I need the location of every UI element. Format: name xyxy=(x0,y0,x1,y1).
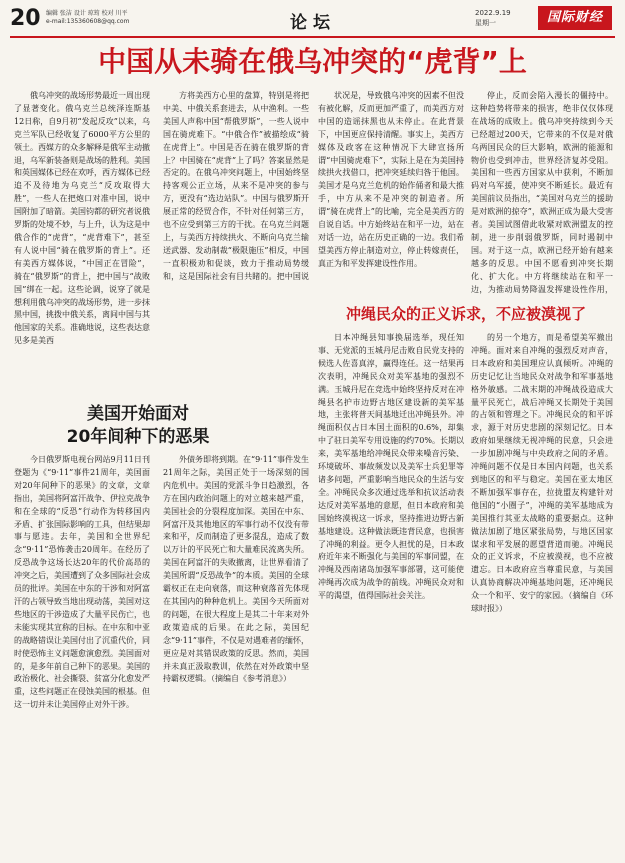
article1-column-2 xyxy=(163,90,309,284)
newspaper-logo: 国际财经 xyxy=(538,6,612,30)
editor-email: e-mail:135360608@qq.com xyxy=(46,18,130,25)
article2-headline xyxy=(18,403,258,449)
article1-text-2: 方将美西方心里的盘算，特别是将把中美、中俄关系套进去，从中渔利。一些美国人声称中国“帮俄罗斯”，一些人说中国在骑虎难下。“中俄合作”被描绘成“骑在虎背上”。中国是否在骑在俄罗斯的背上？中国骑在“虎背”上了吗？答案显然是否定的。在俄乌冲突问题上，中国始终坚持客观公正立场，从来不是冲突的参与方，更没有“选边站队”。中国与俄罗斯开展正常的经贸合作，不针对任何第三方，也不应受到第三方的干扰。在乌克兰问题上，与美西方持续拱火、不断向乌克兰输送武器、发动制裁“极限施压”相反，中国一直积极劝和促谈，致力于推动局势缓和，这是国际社会有目共睹的。把中国说 xyxy=(163,91,309,281)
editor-names: 编辑 张洁 设计 琼筠 校对 川平 xyxy=(46,10,128,17)
section-title: 论坛 xyxy=(290,13,336,33)
issue-weekday: 星期一 xyxy=(475,19,496,27)
article3-text-1: 日本冲绳县知事换届选举，现任知事、无党派的玉城丹尼击败自民党支持的候选人佐喜真淳，赢得连任。这一结果再次表明，冲绳民众对美军基地的强烈不满。玉城丹尼在竞选中始终坚持反对在冲绳县名护市边野古地区建设新的美军基地，主张将普天间基地迁出冲绳县外。冲绳面积仅占日本国土面积的0.6%，却集中了驻日美军专用设施的约70%。长期以来，美军基地给冲绳民众带来噪音污染、环境破坏、事故频发以及美军士兵犯罪等诸多问题，严重影响当地民众的生活与安全。冲绳民众多次通过选举和抗议活动表达反对美军基地的意愿，但日本政府和美国始终漠视这一诉求，坚持推进边野古新基地建设。这种做法既违背民意，也损害了冲绳的利益。更令人担忧的是，日本政府近年来不断强化与美国的军事同盟，在冲绳及西南诸岛加强军事部署，这可能使冲绳再次成为战争的前线。冲绳民众对和平的渴望，值得国际社会关注。 xyxy=(318,333,464,601)
issue-date-block xyxy=(475,8,511,28)
article2-title-line1: 美国开始面对 xyxy=(87,404,189,424)
article2-text-1: 今日俄罗斯电视台网站9月11日刊登题为《“9·11”事件21周年，美国面对20年间种下的恶果》的文章，文章指出，美国将阿富汗战争、伊拉克战争和在全球的“反恐”行动作为转移国内矛盾、扩张国际影响的工具，但结果却事与愿违。去年，美国和全世界纪念“9·11”恐怖袭击20周年。在经历了反恐战争这场长达20年的代价高昂的冲突之后，美国遭到了众多国际社会成员的批评。美国在中东的干涉和对阿富汗的占领导致当地出现动荡，美国对这些地区的干涉造成了大量平民伤亡，也未能实现其宣称的目标。在中东和中亚的战略错误让美国付出了沉重代价，同时使恐怖主义问题愈演愈烈。美国面对的，是多年前自己种下的恶果。美国的政治极化、社会撕裂、贫富分化愈发严重，这些问题正在侵蚀美国的根基。但这一切并未让美国停止对外干涉。 xyxy=(14,455,150,710)
header-divider xyxy=(10,36,615,38)
editor-credits xyxy=(46,10,129,26)
article1-column-4 xyxy=(471,90,613,298)
article2-column-1 xyxy=(14,454,150,856)
article2-column-2 xyxy=(163,454,309,856)
article3-headline: 冲绳民众的正义诉求，不应被漠视了 xyxy=(345,305,586,323)
article2-title-line2: 20年间种下的恶果 xyxy=(66,427,210,447)
article1-text-4: 停止，反而会陷入漫长的僵持中。这种趋势将带来的损害，绝非仅仅体现在战场的成败上。俄乌冲突持续到今天已经超过200天，它带来的不仅是对俄乌两国民众的巨大影响，欧洲的能源和物价也受到冲击，世界经济复苏受阻。美国和一些西方国家从中获利，不断加码对乌军援，使冲突不断延长。最近有美国前议员指出，“美国对乌克兰的援助是对欧洲的掠夺”，欧洲正成为最大受害者。美国试图借此收紧对欧洲盟友的控制，进一步削弱俄罗斯，同时遏制中国。对于这一点，欧洲已经开始有越来越多的反思。中国不愿看到冲突长期化、扩大化。中方将继续站在和平一边，为推动局势降温发挥建设性作用， xyxy=(471,91,613,294)
issue-date: 2022.9.19 xyxy=(475,9,511,17)
article3-column-2 xyxy=(471,332,613,856)
page-number: 20 xyxy=(10,6,41,31)
article3-text-2: 的另一个地方，而是希望美军撤出冲绳。面对来自冲绳的强烈反对声音，日本政府和美国理应认真倾听。冲绳的历史记忆让当地民众对战争和军事基地格外敏感。二战末期的冲绳战役造成大量平民死亡，战后冲绳又长期处于美国的占领和管理之下。冲绳民众的和平诉求，源于对历史悲剧的深刻记忆。日本政府如果继续无视冲绳的民意，只会进一步加剧冲绳与中央政府之间的矛盾。冲绳问题不仅是日本国内问题，也关系到地区的和平与稳定。美国在亚太地区不断加强军事存在，拉拢盟友构建针对他国的“小圈子”，冲绳的美军基地成为美国推行其亚太战略的重要据点。这种做法加剧了地区紧张局势，与地区国家谋求和平发展的愿望背道而驰。冲绳民众的正义诉求，不应被漠视，也不应被遗忘。日本政府应当尊重民意，与美国认真协商解决冲绳基地问题，还冲绳民众一个和平、安宁的家园。（摘编自《环球时报》） xyxy=(471,333,613,614)
article1-column-1 xyxy=(14,90,150,398)
main-headline: 中国从未骑在俄乌冲突的“虎背”上 xyxy=(98,45,527,78)
article1-text-1: 俄乌冲突的战场形势最近一周出现了显著变化。俄乌克兰总统泽连斯基12日称，自9月初“发起反攻”以来，乌克兰军队已经收复了6000平方公里的领土。西媒方的众多解释是俄军主动撤退，乌军新装备则是战场的胜利。美国和英国媒体已经在欢呼，西方媒体已经追不及待地为乌克兰“反攻取得大胜”，一些人在把炮口对准中国，说中国附加了暗箭。美国钧都的研究者说俄罗斯的处境不妙，与上升，认为这是中俄合作的“虎背”，“虎背难下”，甚至有人说中国“骑在俄罗斯的背上”。还有美西方媒体说，“中国正在冒险”，骑在“俄罗斯”的背上，把中国与“战败国”绑在一起。这些论调，说穿了就是想利用俄乌冲突的战场形势，进一步抹黑中国，挑拨中俄关系，离间中国与其他国家的关系。准确地说，这些表达意见多是美西 xyxy=(14,91,150,346)
article1-text-3: 状况是，导致俄乌冲突的因素不但没有被化解，反而更加严重了，而美西方对中国的造谣抹黑也从未停止。在此背景下，中国更应保持清醒。事实上，美西方媒体及政客在这种情况下大肆宣扬所谓“中国骑虎难下”，实际上是在为美国持续拱火找借口，把冲突延续归咎于他国。美国才是乌克兰危机的始作俑者和最大推手，中方从来不是冲突的制造者。所谓“骑在虎背上”的比喻，完全是美西方的自说自话。中方始终站在和平一边，站在对话一边，站在历史正确的一边。我们希望美西方停止制造对立，停止转嫁责任，真正为和平发挥建设性作用。 xyxy=(318,91,464,268)
article1-column-3 xyxy=(318,90,464,298)
page-header xyxy=(10,6,615,34)
article2-text-2: 外债务即将到期。在“9·11”事件发生21周年之际，美国正处于一场深刻的国内危机中。美国的党派斗争日趋激烈，各方在国内政治问题上的对立越来越严重，美国社会的分裂程度加深。美国在中东、阿富汗及其他地区的军事行动不仅没有带来和平，反而制造了更多混乱，造成了数以万计的平民死亡和大量难民流离失所。美国在阿富汗的失败撤离，让世界看清了美国所谓“反恐战争”的本质。美国的全球霸权正在走向衰落，而这种衰落首先体现在其国内的种种危机上。美国今天所面对的问题，在很大程度上是其二十年来对外政策造成的后果。在此之际，美国纪念“9·11”事件，不仅是对遇难者的缅怀，更应是对其错误政策的反思。然而，美国并未真正汲取教训，依然在对外政策中坚持霸权逻辑。（摘编自《参考消息》） xyxy=(163,455,309,684)
article3-column-1 xyxy=(318,332,464,856)
